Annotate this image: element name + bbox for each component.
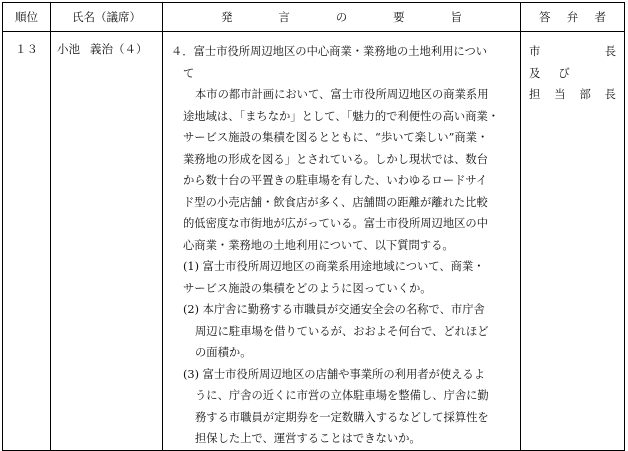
summary-line: (1) 富士市役所周辺地区の商業系用途地域について、商業・: [183, 260, 485, 273]
summary-line: 本市の都市計画において、富士市役所周辺地区の商業系用: [195, 88, 489, 101]
respondent-char: 及: [529, 66, 541, 80]
member-name-cell: [51, 32, 163, 451]
header-content-char: 言: [278, 10, 290, 24]
summary-line: サービス施設の集積を図るとともに、“歩いて楽しい”商業・: [183, 131, 489, 144]
header-name: 氏名（議席）: [51, 3, 163, 32]
summary-line: 担保した上で、運営することはできないか。: [195, 432, 421, 445]
member-given-name-seat: 義治（４）: [90, 42, 148, 56]
respondent-char: び: [558, 66, 570, 80]
header-content-char: の: [335, 10, 348, 24]
respondent-line: [529, 63, 616, 85]
respondent-cell: [521, 32, 625, 451]
summary-line: 的低密度な市街地が広がっている。富士市役所周辺地区の中: [183, 217, 489, 230]
header-respondent-char: 者: [594, 10, 606, 24]
summary-line: 心商業・業務地の土地利用について、以下質問する。: [183, 238, 454, 252]
summary-line: の面積か。: [195, 346, 252, 359]
respondent-line: [529, 84, 616, 106]
header-number: 順位: [3, 3, 51, 32]
speech-summary-cell: [163, 32, 521, 451]
member-family-name: 小池: [57, 42, 80, 56]
header-respondent-char: 弁: [566, 10, 579, 24]
summary-line: 途地域は、「まちなか」として、「魅力的で利便性の高い商業・: [183, 109, 500, 123]
respondent-char: 当: [554, 88, 566, 101]
summary-line: (2) 本庁舎に勤務する市職員が交通安全会の名称で、市庁舎: [183, 303, 485, 316]
summary-line: 務する市職員が定期券を一定数購入するなどして採算性を: [195, 410, 489, 424]
respondent-char: 長: [604, 45, 616, 58]
header-content: [163, 3, 521, 32]
summary-line: サービス施設の集積をどのように図っていくか。: [183, 281, 432, 295]
header-row: [3, 3, 625, 32]
question-table: [2, 2, 625, 451]
summary-line: (3) 富士市役所周辺地区の店舗や事業所の利用者が使えるよ: [183, 367, 486, 381]
summary-line: うに、庁舎の近くに市営の立体駐車場を整備し、庁舎に勤: [195, 389, 489, 402]
header-content-char: 旨: [450, 10, 462, 24]
respondent-char: 担: [529, 88, 541, 101]
summary-line: ド型の小売店舗・飲食店が多く、店舗間の距離が離れた比較: [183, 195, 488, 209]
summary-line: 周辺に駐車場を借りているが、おおよそ何台で、どれほど: [195, 324, 489, 338]
rank-cell: １３: [3, 32, 51, 451]
summary-line: て: [183, 66, 195, 80]
header-respondent: [521, 3, 625, 32]
summary-line: から数十台の平置きの駐車場を有した、いわゆるロードサイ: [183, 174, 488, 187]
summary-line: ４．富士市役所周辺地区の中心商業・業務地の土地利用につい: [171, 45, 488, 58]
summary-line: 業務地の形成を図る」とされている。しかし現状では、数台: [183, 152, 489, 166]
respondent-char: 市: [529, 45, 541, 58]
header-respondent-char: 答: [539, 10, 551, 24]
respondent-line: [529, 41, 616, 63]
header-content-char: 発: [221, 10, 233, 24]
respondent-char: 部: [579, 88, 591, 101]
header-content-char: 要: [393, 10, 405, 24]
respondent-char: 長: [604, 88, 616, 101]
question-row: [3, 32, 625, 451]
